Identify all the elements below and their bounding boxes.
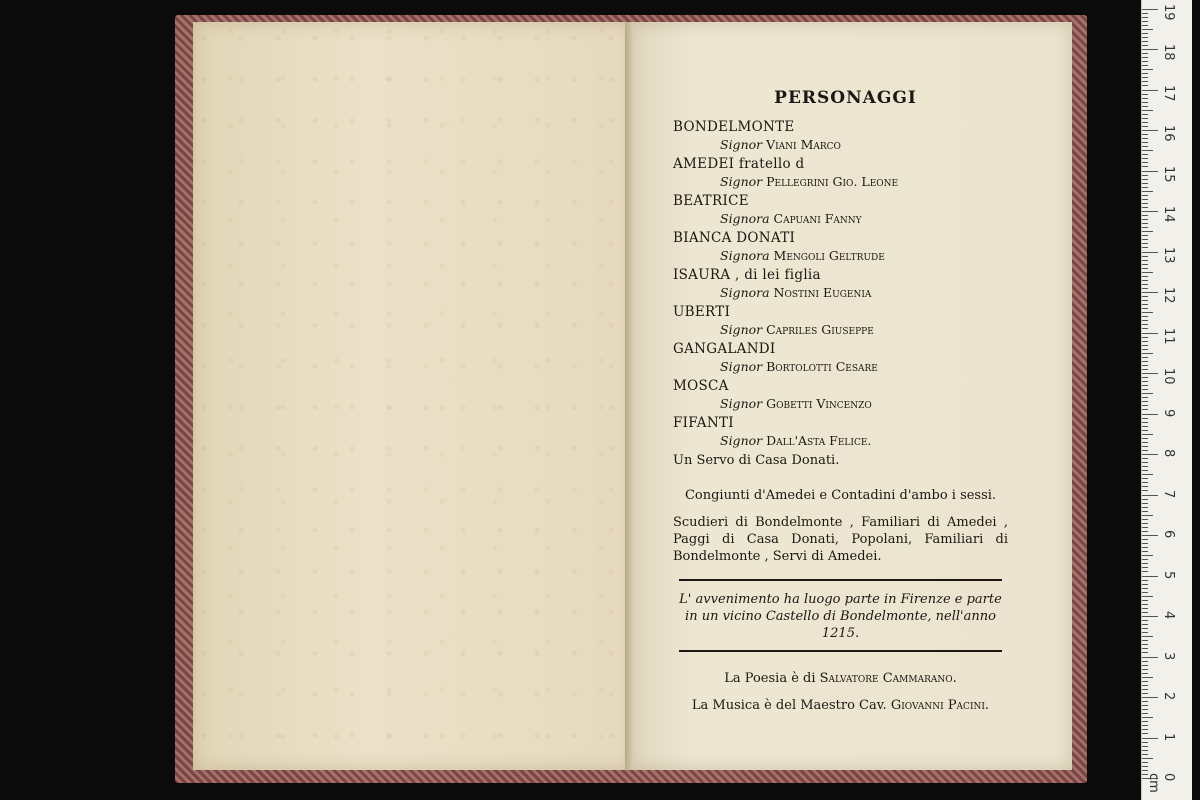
singer-name: Signor Capriles Giuseppe (720, 322, 874, 337)
ruler-tick (1142, 503, 1148, 504)
ruler-tick (1142, 754, 1148, 755)
ruler-label: 19 (1161, 3, 1176, 21)
ruler-tick (1142, 235, 1148, 236)
ruler-tick (1142, 738, 1158, 739)
ruler-tick (1142, 341, 1148, 342)
ruler-tick (1142, 349, 1148, 350)
ruler-tick (1142, 223, 1148, 224)
ruler-tick (1142, 316, 1148, 317)
ruler-tick (1142, 563, 1148, 564)
ruler-tick (1142, 442, 1148, 443)
ruler-tick (1142, 61, 1148, 62)
ruler-tick (1142, 211, 1158, 212)
ruler-tick (1142, 689, 1148, 690)
ruler-tick (1142, 414, 1158, 415)
ruler-tick (1142, 426, 1148, 427)
ruler-tick (1142, 486, 1148, 487)
ruler-tick (1142, 312, 1153, 313)
ruler-tick (1142, 94, 1148, 95)
ruler-tick (1142, 600, 1148, 601)
singer-name: Signor Dall'Asta Felice. (720, 433, 872, 448)
ruler-tick (1142, 29, 1153, 30)
measuring-ruler (1141, 0, 1192, 800)
page-title: PERSONAGGI (774, 88, 917, 108)
ruler-tick (1142, 215, 1148, 216)
ruler-tick (1142, 434, 1153, 435)
ruler-tick (1142, 721, 1148, 722)
ruler-tick (1142, 604, 1148, 605)
ruler-label: 3 (1161, 651, 1176, 660)
ruler-tick (1142, 717, 1153, 718)
role-entry (673, 304, 1008, 338)
ruler-tick (1142, 353, 1153, 354)
ruler-tick (1142, 596, 1153, 597)
ruler-label: 6 (1161, 530, 1176, 539)
setting-note: L' avvenimento ha luogo parte in Firenze e parte in un vicino Castello di Bondelmonte, nell'anno 1215. (679, 592, 1002, 641)
ruler-tick (1142, 624, 1148, 625)
ruler-tick (1142, 669, 1148, 670)
ruler-tick (1142, 697, 1158, 698)
role-entry (673, 415, 1008, 449)
servo-line: Un Servo di Casa Donati. (673, 453, 840, 468)
ruler-tick (1142, 33, 1148, 34)
ruler-tick (1142, 490, 1148, 491)
ruler-tick (1142, 474, 1153, 475)
ruler-tick (1142, 219, 1148, 220)
ruler-tick (1142, 539, 1148, 540)
ruler-tick (1142, 766, 1148, 767)
ruler-tick (1142, 430, 1148, 431)
ruler-tick (1142, 361, 1148, 362)
ruler-tick (1142, 636, 1153, 637)
ruler-tick (1142, 77, 1148, 78)
ruler-tick (1142, 746, 1148, 747)
ruler-tick (1142, 102, 1148, 103)
ruler-tick (1142, 53, 1148, 54)
ruler-tick (1142, 620, 1148, 621)
role-entry (673, 193, 1008, 227)
role-entry (673, 119, 1008, 153)
ruler-tick (1142, 175, 1148, 176)
ruler-label: 8 (1161, 449, 1176, 458)
ruler-tick (1142, 770, 1148, 771)
ruler-tick (1142, 665, 1148, 666)
ruler-tick (1142, 478, 1148, 479)
ruler-tick (1142, 758, 1153, 759)
ruler-tick (1142, 693, 1148, 694)
ruler-tick (1142, 320, 1148, 321)
ruler-tick (1142, 632, 1148, 633)
ruler-tick (1142, 555, 1153, 556)
character-name: BEATRICE (673, 193, 749, 209)
ruler-tick (1142, 657, 1158, 658)
ruler-tick (1142, 531, 1148, 532)
singer-name: Signor Viani Marco (720, 137, 841, 152)
ruler-tick (1142, 300, 1148, 301)
ruler-tick (1142, 357, 1148, 358)
ruler-tick (1142, 183, 1148, 184)
role-entry (673, 341, 1008, 375)
ruler-tick (1142, 377, 1148, 378)
ruler-tick (1142, 187, 1148, 188)
singer-name: Signor Bortolotti Cesare (720, 359, 878, 374)
divider-top (679, 579, 1002, 581)
ruler-tick (1142, 401, 1148, 402)
ruler-tick (1142, 21, 1148, 22)
ruler-tick (1142, 264, 1148, 265)
ruler-tick (1142, 328, 1148, 329)
ruler-tick (1142, 114, 1148, 115)
ruler-tick (1142, 673, 1148, 674)
ruler-tick (1142, 296, 1148, 297)
ruler-tick (1142, 543, 1148, 544)
ruler-tick (1142, 98, 1148, 99)
ruler-tick (1142, 199, 1148, 200)
ruler-tick (1142, 527, 1148, 528)
ruler-tick (1142, 162, 1148, 163)
ruler-tick (1142, 405, 1148, 406)
ruler-tick (1142, 179, 1148, 180)
ruler-tick (1142, 535, 1158, 536)
ruler-tick (1142, 373, 1158, 374)
left-page (193, 22, 633, 770)
ruler-tick (1142, 142, 1148, 143)
ruler-label: 18 (1161, 44, 1176, 61)
ruler-tick (1142, 762, 1148, 763)
ruler-tick (1142, 559, 1148, 560)
divider-bottom (679, 650, 1002, 652)
ruler-tick (1142, 612, 1148, 613)
ruler-tick (1142, 231, 1153, 232)
ruler-tick (1142, 25, 1148, 26)
ruler-tick (1142, 567, 1148, 568)
congiunti-line: Congiunti d'Amedei e Contadini d'ambo i sessi. (684, 488, 997, 503)
ruler-tick (1142, 725, 1148, 726)
role-entry (673, 156, 1008, 190)
ruler-tick (1142, 288, 1148, 289)
ruler-tick (1142, 592, 1148, 593)
ruler-tick (1142, 640, 1148, 641)
ruler-tick (1142, 750, 1148, 751)
ruler-tick (1142, 272, 1153, 273)
ruler-tick (1142, 701, 1148, 702)
ruler-tick (1142, 292, 1158, 293)
ruler-tick (1142, 69, 1153, 70)
ruler-tick (1142, 260, 1148, 261)
book-gutter (625, 22, 633, 770)
ruler-tick (1142, 191, 1153, 192)
ruler-tick (1142, 495, 1158, 496)
ruler-tick (1142, 519, 1148, 520)
ruler-tick (1142, 515, 1153, 516)
ruler-tick (1142, 284, 1148, 285)
ruler-tick (1142, 648, 1148, 649)
ruler-tick (1142, 547, 1148, 548)
scudieri-paragraph: Scudieri di Bondelmonte , Familiari di Amedei , Paggi di Casa Donati, Popolani, Familiari di Bondelmonte , Servi di Amedei. (673, 515, 1008, 564)
ruler-tick (1142, 705, 1148, 706)
ruler-tick (1142, 90, 1158, 91)
ruler-tick (1142, 729, 1148, 730)
role-entry (673, 267, 1008, 301)
ruler-tick (1142, 85, 1148, 86)
singer-name: Signora Mengoli Geltrude (720, 248, 885, 263)
ruler-tick (1142, 446, 1148, 447)
ruler-tick (1142, 268, 1148, 269)
ruler-tick (1142, 324, 1148, 325)
ruler-tick (1142, 154, 1148, 155)
ruler-label: 7 (1161, 489, 1176, 498)
ruler-tick (1142, 397, 1148, 398)
ruler-tick (1142, 280, 1148, 281)
ruler-tick (1142, 276, 1148, 277)
singer-name: Signora Nostini Eugenia (720, 285, 872, 300)
ruler-tick (1142, 130, 1158, 131)
ruler-tick (1142, 608, 1148, 609)
ruler-tick (1142, 126, 1148, 127)
character-name: BIANCA DONATI (673, 230, 796, 246)
ruler-tick (1142, 65, 1148, 66)
ruler-label: 14 (1161, 206, 1176, 223)
ruler-label: 16 (1161, 125, 1176, 142)
ruler-label: 0 cm (1146, 773, 1176, 793)
ruler-tick (1142, 171, 1158, 172)
ruler-tick (1142, 713, 1148, 714)
ruler-tick (1142, 450, 1148, 451)
ruler-label: 13 (1161, 246, 1176, 264)
ruler-tick (1142, 470, 1148, 471)
ruler-label: 1 (1161, 732, 1176, 741)
ruler-tick (1142, 511, 1148, 512)
character-name: FIFANTI (673, 415, 734, 431)
character-name: MOSCA (673, 378, 729, 394)
ruler-tick (1142, 195, 1148, 196)
ruler-tick (1142, 742, 1148, 743)
ruler-tick (1142, 239, 1148, 240)
ruler-tick (1142, 57, 1148, 58)
ruler-tick (1142, 422, 1148, 423)
ruler-label: 9 (1161, 408, 1176, 417)
ruler-tick (1142, 381, 1148, 382)
ruler-tick (1142, 308, 1148, 309)
ruler-label: 15 (1161, 165, 1176, 183)
ruler-tick (1142, 41, 1148, 42)
ruler-label: 10 (1161, 368, 1176, 385)
ruler-label: 4 (1161, 611, 1176, 620)
ruler-tick (1142, 73, 1148, 74)
ruler-tick (1142, 482, 1148, 483)
ruler-tick (1142, 166, 1148, 167)
librettist-name: Salvatore Cammarano. (819, 671, 957, 686)
ruler-tick (1142, 110, 1153, 111)
ruler-tick (1142, 584, 1148, 585)
ruler-tick (1142, 337, 1148, 338)
ruler-tick (1142, 247, 1148, 248)
singer-name: Signor Gobetti Vincenzo (720, 396, 872, 411)
ruler-tick (1142, 507, 1148, 508)
ruler-tick (1142, 588, 1148, 589)
ruler-tick (1142, 499, 1148, 500)
credits (673, 670, 1008, 714)
ruler-tick (1142, 227, 1148, 228)
ruler-tick (1142, 345, 1148, 346)
ruler-tick (1142, 462, 1148, 463)
ruler-tick (1142, 393, 1153, 394)
ruler-tick (1142, 17, 1148, 18)
ruler-tick (1142, 661, 1148, 662)
ruler-label: 11 (1161, 327, 1176, 345)
ruler-tick (1142, 150, 1153, 151)
ruler-tick (1142, 523, 1148, 524)
character-list (673, 119, 1008, 449)
ruler-tick (1142, 138, 1148, 139)
singer-name: Signora Capuani Fanny (720, 211, 862, 226)
ruler-tick (1142, 49, 1158, 50)
ruler-tick (1142, 304, 1148, 305)
ruler-tick (1142, 709, 1148, 710)
ruler-tick (1142, 369, 1148, 370)
ruler-tick (1142, 207, 1148, 208)
ruler-label: 17 (1161, 84, 1176, 102)
ruler-tick (1142, 677, 1153, 678)
ruler-tick (1142, 681, 1148, 682)
ruler-tick (1142, 685, 1148, 686)
ruler-tick (1142, 252, 1158, 253)
ruler-tick (1142, 243, 1148, 244)
ruler-tick (1142, 652, 1148, 653)
ruler-tick (1142, 458, 1148, 459)
composer-name: Giovanni Pacini. (890, 698, 990, 713)
ruler-tick (1142, 466, 1148, 467)
ruler-tick (1142, 438, 1148, 439)
ruler-tick (1142, 616, 1158, 617)
character-name: GANGALANDI (673, 341, 776, 357)
ruler-tick (1142, 409, 1148, 410)
poetry-credit: La Poesia è di Salvatore Cammarano. (724, 671, 957, 686)
ruler-tick (1142, 37, 1148, 38)
ruler-tick (1142, 644, 1148, 645)
ruler-tick (1142, 580, 1148, 581)
ruler-tick (1142, 146, 1148, 147)
ruler-label: 2 (1161, 692, 1176, 701)
ruler-tick (1142, 571, 1148, 572)
character-name: ISAURA , di lei figlia (673, 267, 821, 283)
ruler-tick (1142, 256, 1148, 257)
ruler-tick (1142, 365, 1148, 366)
ruler-tick (1142, 122, 1148, 123)
singer-name: Signor Pellegrini Gio. Leone (720, 174, 899, 189)
page-content (673, 90, 1008, 724)
ruler-tick (1142, 551, 1148, 552)
character-name: BONDELMONTE (673, 119, 795, 135)
ruler-tick (1142, 45, 1148, 46)
ruler-tick (1142, 385, 1148, 386)
music-credit: La Musica è del Maestro Cav. Giovanni Pacini. (691, 698, 990, 713)
ruler-tick (1142, 576, 1158, 577)
role-entry (673, 378, 1008, 412)
ruler-tick (1142, 628, 1148, 629)
character-name: AMEDEI fratello d (673, 156, 805, 172)
ruler-tick (1142, 454, 1158, 455)
ruler-tick (1142, 418, 1148, 419)
ruler-tick (1142, 118, 1148, 119)
character-name: UBERTI (673, 304, 731, 320)
ruler-tick (1142, 203, 1148, 204)
ruler-tick (1142, 733, 1148, 734)
ruler-label: 12 (1161, 287, 1176, 304)
ruler-label: 5 (1161, 570, 1176, 579)
ruler-tick (1142, 389, 1148, 390)
ruler-tick (1142, 13, 1148, 14)
ruler-tick (1142, 106, 1148, 107)
ruler-tick (1142, 9, 1158, 10)
ruler-tick (1142, 134, 1148, 135)
ruler-tick (1142, 81, 1148, 82)
role-entry (673, 230, 1008, 264)
ruler-tick (1142, 158, 1148, 159)
ruler-tick (1142, 333, 1158, 334)
